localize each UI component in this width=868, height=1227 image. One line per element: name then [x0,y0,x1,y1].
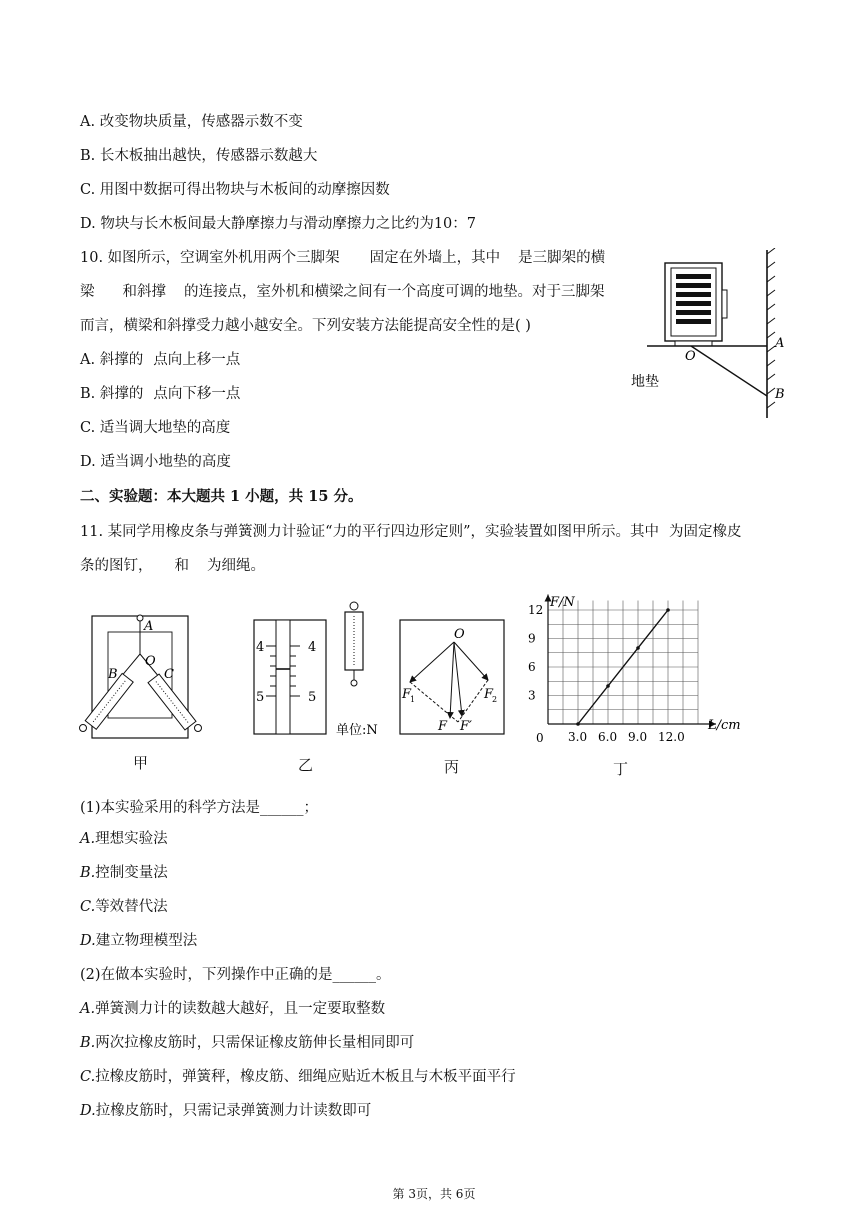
q11-p1-option [80,897,168,917]
jia-label-b: B [108,667,118,682]
ding-origin: 0 [536,731,544,745]
yi-tick-4-left: 4 [256,640,265,655]
q10-text: 点向下移一点 [153,386,241,402]
yi-tick-5-right: 5 [308,690,317,705]
q10-stem-line2 [80,282,605,302]
label-b: B [775,387,785,402]
q10-text: 10. 如图所示，空调室外机用两个三脚架 [80,250,340,266]
q10-text: 固定在外墙上，其中 [369,250,501,266]
pad [675,341,712,346]
q11-p1-option [80,863,168,883]
q10-stem-line1 [80,248,605,268]
option-text: 拉橡皮筋时，只需记录弹簧测力计读数即可 [95,1103,372,1119]
bing-label-fprime: F′ [460,719,472,734]
option-letter: A. [80,1001,96,1017]
option-letter: C. [80,1069,96,1085]
option-text: 两次拉橡皮筋时，只需保证橡皮筋伸长量相同即可 [95,1035,415,1051]
q11-part1: (1)本实验采用的科学方法是______； [80,800,319,816]
jia-label-c: C [164,667,174,682]
q10-stem-line3: 而言，横梁和斜撑受力越小越安全。下列安装方法能提高安全性的是( ) [80,318,531,334]
y-tick-label: 3 [528,688,536,703]
q10-option-a [80,350,240,370]
bing-label-f: F [438,719,448,734]
q10-text: B. 斜撑的 [80,386,144,402]
q11-p2-option [80,1067,516,1087]
yi-tick-5-left: 5 [256,690,265,705]
q9-option-d: D. 物块与长木板间最大静摩擦力与滑动摩擦力之比约为10：7 [80,216,477,232]
option-letter: A. [80,831,96,847]
caption-bing: 丙 [444,758,460,776]
bing-label-o: O [454,627,465,642]
ding-ylabel: F/N [550,595,575,610]
q10-text: A. 斜撑的 [80,352,144,368]
label-o: O [685,349,696,364]
option-letter: B. [80,865,96,881]
q10-text: 和斜撑 [122,284,166,300]
bing-label-f2-sub: 2 [492,695,498,704]
x-tick-label: 6.0 [598,730,618,744]
q9-option-a: A. 改变物块质量，传感器示数不变 [80,114,303,130]
figure-jia [76,610,206,740]
chart-grid [548,601,698,725]
q10-text: 梁 [80,284,95,300]
q11-p2-option [80,999,385,1019]
outdoor-unit [665,263,727,341]
q11-stem-line1 [80,522,742,542]
q11-part2: (2)在做本实验时，下列操作中正确的是______。 [80,967,391,983]
strut [691,346,767,396]
y-tick-label: 12 [528,603,544,617]
q11-stem-line2 [80,556,265,576]
q11-p2-option [80,1101,371,1121]
q10-option-d: D. 适当调小地垫的高度 [80,454,231,470]
q10-text: 点向上移一点 [153,352,241,368]
ding-xlabel: L/cm [708,718,741,733]
option-text: 建立物理模型法 [95,933,198,949]
figure-bing [398,618,506,736]
section-heading: 二、实验题：本大题共 1 小题，共 15 分。 [80,488,363,505]
q9-option-c: C. 用图中数据可得出物块与木板间的动摩擦因数 [80,182,390,198]
q9-option-b: B. 长木板抽出越快，传感器示数越大 [80,148,318,164]
yi-tick-4-right: 4 [308,640,317,655]
page-footer: 第 3页，共 6页 [392,1187,476,1201]
option-letter: C. [80,899,96,915]
q10-option-b [80,384,240,404]
y-tick-label: 9 [528,631,536,646]
option-text: 拉橡皮筋时，弹簧秤，橡皮筋、细绳应贴近木板且与木板平面平行 [95,1069,516,1085]
q11-p1-option [80,931,197,951]
data-point [606,684,610,688]
y-tick-label: 6 [528,660,536,674]
option-text: 理想实验法 [95,831,168,847]
data-point [576,722,580,726]
figure-yi [248,600,378,745]
q11-p1-option [80,829,168,849]
jia-label-a: A [144,619,154,634]
data-point [636,646,640,650]
caption-jia: 甲 [133,754,149,772]
q11-text: 条的图钉， [80,558,153,574]
q10-text: 的连接点，室外机和横梁之间有一个高度可调的地垫。对于三脚架 [184,284,605,300]
q11-text: 为细绳。 [207,558,265,574]
x-tick-label: 12.0 [658,730,685,744]
figure-ding-chart [520,592,760,747]
q11-text: 为固定橡皮 [669,524,742,540]
label-pad: 地垫 [631,374,659,390]
bing-label-f1: F [402,687,412,702]
caption-yi: 乙 [298,756,314,774]
option-text: 弹簧测力计的读数越大越好，且一定要取整数 [95,1001,386,1017]
option-letter: D. [80,933,96,949]
option-text: 控制变量法 [95,865,168,881]
bing-label-f2: F [484,687,494,702]
data-point [666,608,670,612]
wall [767,248,775,418]
option-letter: D. [80,1103,96,1119]
chart-axes [545,595,717,728]
option-text: 等效替代法 [95,899,168,915]
bing-label-f1-sub: 1 [410,695,416,704]
x-tick-label: 9.0 [628,730,648,744]
q10-figure [625,248,795,420]
q11-text: 11. 某同学用橡皮条与弹簧测力计验证“力的平行四边形定则”，实验装置如图甲所示。其中 [80,524,659,540]
option-letter: B. [80,1035,96,1051]
caption-ding: 丁 [613,760,629,778]
jia-label-o: O [145,654,156,669]
q10-text: 是三脚架的横 [518,250,606,266]
yi-unit: 单位:N [336,723,378,738]
q11-p2-option [80,1033,414,1053]
q11-text: 和 [174,558,189,574]
x-tick-label: 3.0 [568,730,588,744]
q10-option-c: C. 适当调大地垫的高度 [80,420,231,436]
label-a: A [775,336,785,351]
